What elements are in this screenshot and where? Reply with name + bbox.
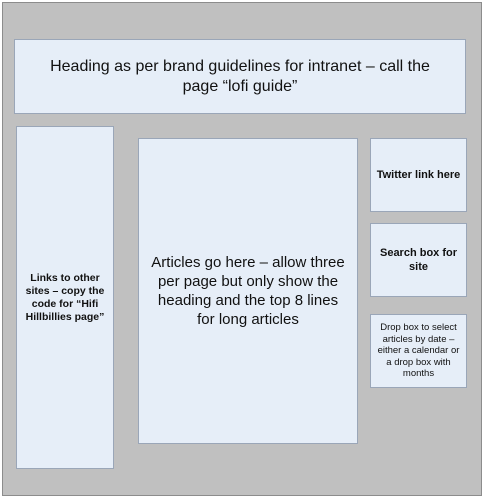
search-box-placeholder <box>370 223 467 297</box>
links-sidebar-label: Links to other sites – copy the code for “Hifi Hillbillies page” <box>25 271 105 323</box>
date-dropbox-placeholder <box>370 314 467 388</box>
articles-box-label: Articles go here – allow three per page but only show the heading and the top 8 lines for long articles <box>151 254 345 328</box>
header-box <box>14 39 466 114</box>
header-box-label: Heading as per brand guidelines for intranet – call the page “lofi guide” <box>50 57 430 95</box>
articles-box <box>138 138 358 444</box>
twitter-link-label: Twitter link here <box>376 169 461 181</box>
search-box-label: Search box for site <box>379 247 458 273</box>
date-dropbox-label: Drop box to select articles by date – either a calendar or a drop box with months <box>377 322 460 380</box>
twitter-link-box <box>370 138 467 212</box>
links-sidebar-box <box>16 126 114 469</box>
